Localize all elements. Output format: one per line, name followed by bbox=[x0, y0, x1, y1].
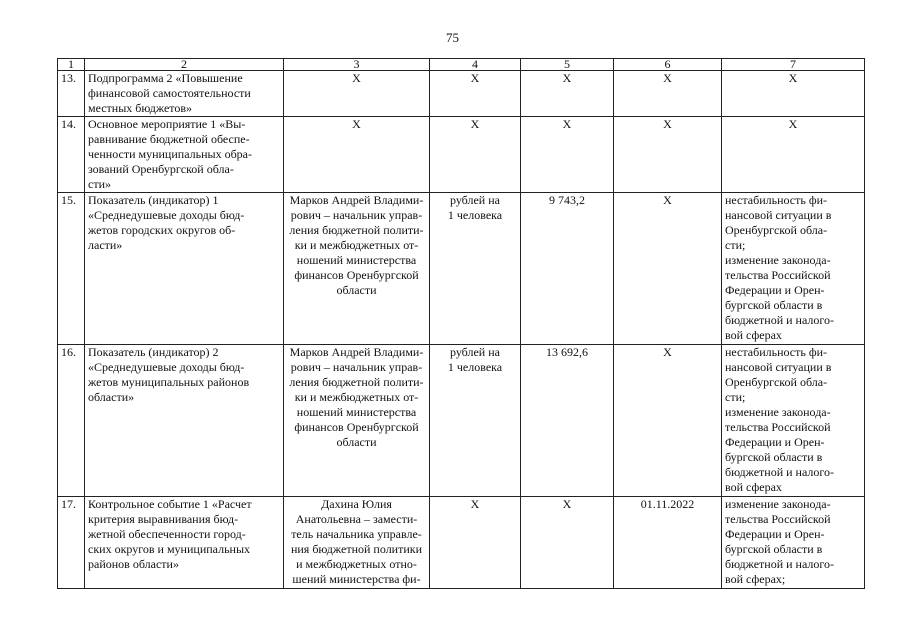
table-row bbox=[58, 71, 865, 117]
risks: изменение законода- тельства Российской Федерации и Орен- бургской области в бюджетной и налого- вой сферах; bbox=[722, 497, 865, 589]
table-row bbox=[58, 117, 865, 193]
responsible-person: Марков Андрей Владими- рович – начальник управ- ления бюджетной полити- ки и межбюджетных от- ношений министерства финансов Оренбургской области bbox=[284, 193, 430, 345]
page-number: 75 bbox=[446, 30, 459, 45]
date: X bbox=[614, 345, 722, 497]
value: 9 743,2 bbox=[521, 193, 614, 345]
value: 13 692,6 bbox=[521, 345, 614, 497]
row-number: 15. bbox=[58, 193, 85, 345]
column-number: 1 bbox=[58, 59, 85, 71]
row-number: 16. bbox=[58, 345, 85, 497]
column-number-row bbox=[58, 59, 865, 71]
unit: рублей на 1 человека bbox=[430, 345, 521, 497]
table-row bbox=[58, 193, 865, 345]
item-name: Показатель (индикатор) 1 «Среднедушевые доходы бюд- жетов городских округов об- ласти» bbox=[85, 193, 284, 345]
table-row bbox=[58, 345, 865, 497]
row-number: 14. bbox=[58, 117, 85, 193]
column-number: 2 bbox=[85, 59, 284, 71]
column-number: 3 bbox=[284, 59, 430, 71]
risks: нестабильность фи- нансовой ситуации в Оренбургской обла- сти; изменение законода- тельства Российской Федерации и Орен- бургской области в бюджетной и налого- вой сферах bbox=[722, 345, 865, 497]
column-number: 4 bbox=[430, 59, 521, 71]
unit: X bbox=[430, 497, 521, 589]
responsible-person: X bbox=[284, 117, 430, 193]
unit: X bbox=[430, 117, 521, 193]
item-name: Подпрограмма 2 «Повышение финансовой самостоятельности местных бюджетов» bbox=[85, 71, 284, 117]
item-name: Основное мероприятие 1 «Вы- равнивание бюджетной обеспе- ченности муниципальных обра- зований Оренбургской обла- сти» bbox=[85, 117, 284, 193]
value: X bbox=[521, 497, 614, 589]
indicator-table bbox=[57, 58, 865, 589]
value: X bbox=[521, 117, 614, 193]
row-number: 17. bbox=[58, 497, 85, 589]
risks: нестабильность фи- нансовой ситуации в Оренбургской обла- сти; изменение законода- тельства Российской Федерации и Орен- бургской области в бюджетной и налого- вой сферах bbox=[722, 193, 865, 345]
responsible-person: Марков Андрей Владими- рович – начальник управ- ления бюджетной полити- ки и межбюджетных от- ношений министерства финансов Оренбургской области bbox=[284, 345, 430, 497]
column-number: 5 bbox=[521, 59, 614, 71]
date: X bbox=[614, 71, 722, 117]
column-number: 7 bbox=[722, 59, 865, 71]
date: 01.11.2022 bbox=[614, 497, 722, 589]
risks: X bbox=[722, 117, 865, 193]
row-number: 13. bbox=[58, 71, 85, 117]
risks: X bbox=[722, 71, 865, 117]
responsible-person: X bbox=[284, 71, 430, 117]
date: X bbox=[614, 193, 722, 345]
responsible-person: Дахина Юлия Анатольевна – замести- тель начальника управле- ния бюджетной политики и межбюджетных отно- шений министерства фи- bbox=[284, 497, 430, 589]
table-row bbox=[58, 497, 865, 589]
item-name: Контрольное событие 1 «Расчет критерия выравнивания бюд- жетной обеспеченности город- ских округов и муниципальных районов области» bbox=[85, 497, 284, 589]
value: X bbox=[521, 71, 614, 117]
item-name: Показатель (индикатор) 2 «Среднедушевые доходы бюд- жетов муниципальных районов области» bbox=[85, 345, 284, 497]
unit: рублей на 1 человека bbox=[430, 193, 521, 345]
unit: X bbox=[430, 71, 521, 117]
column-number: 6 bbox=[614, 59, 722, 71]
date: X bbox=[614, 117, 722, 193]
